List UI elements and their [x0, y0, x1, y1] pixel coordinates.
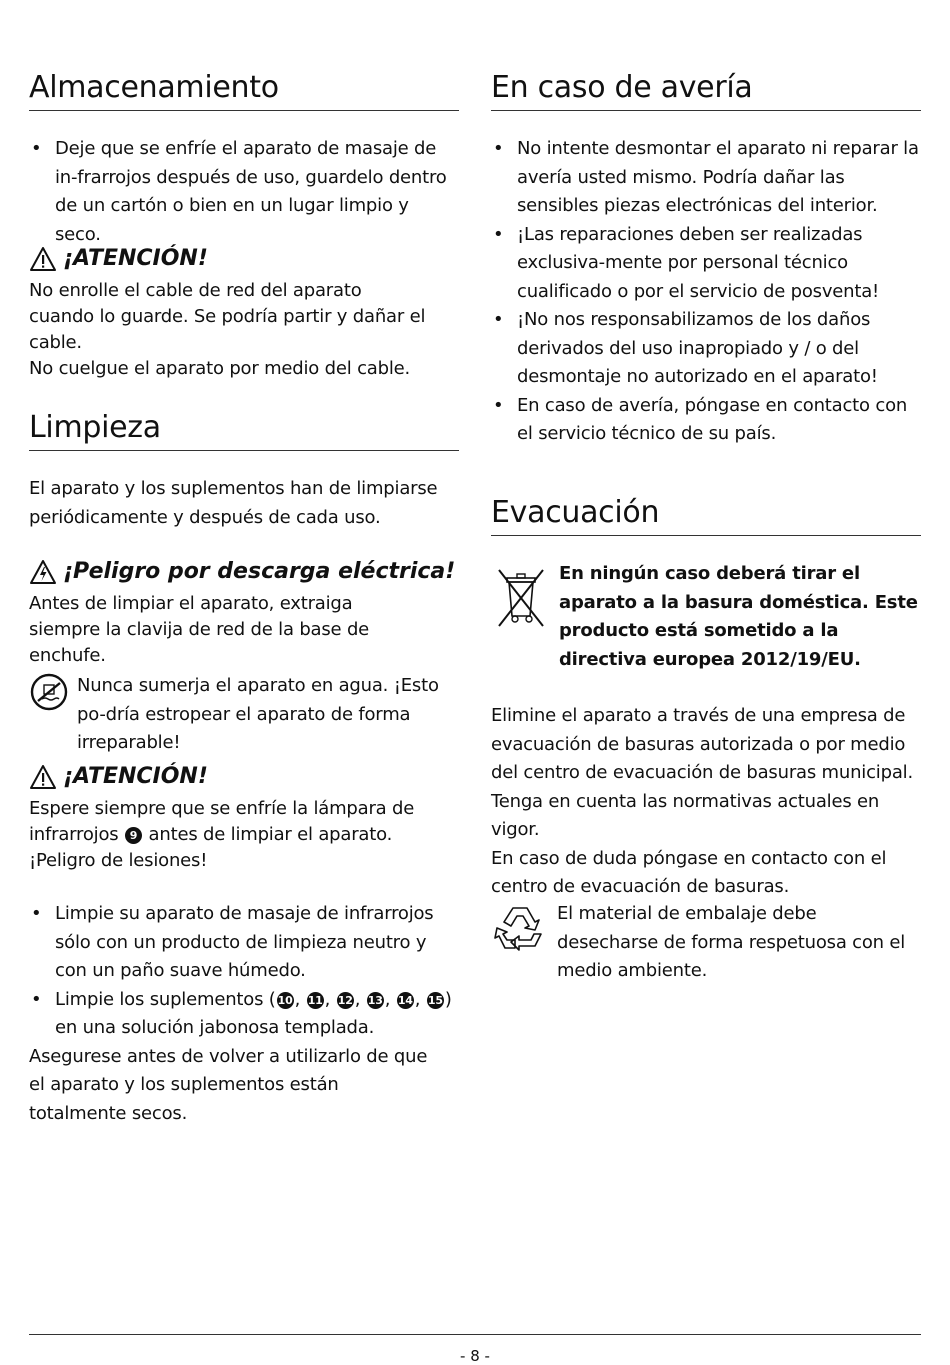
- cleaning-heading: Limpieza: [29, 410, 459, 451]
- shock-warning-text: Antes de limpiar el aparato, extraiga siempre la clavija de red de la base de enchufe.: [29, 593, 370, 666]
- lamp-warning-line: ¡Peligro de lesiones!: [29, 850, 208, 871]
- recycle-text: El material de embalaje debe desecharse de forma respetuosa con el medio ambiente.: [557, 903, 906, 981]
- cleaning-intro-text: El aparato y los suplementos han de limpiarse periódicamente y después de cada uso.: [29, 478, 438, 528]
- disposal-heading: Evacuación: [491, 495, 921, 536]
- shock-warning-title: ¡Peligro por descarga eléctrica!: [63, 559, 456, 584]
- fault-bullet: • No intente desmontar el aparato ni reparar la avería usted mismo. Podría dañar las sensibles piezas electrónicas del interior.: [491, 135, 921, 221]
- part-number-badge: 12: [337, 993, 353, 1007]
- cleaning-final-note: Asegurese antes de volver a utilizarlo de que el aparato y los suplementos están totalmente secos.: [29, 1045, 428, 1124]
- footer-rule: [29, 1334, 921, 1335]
- lamp-warning: [29, 762, 459, 874]
- storage-list: [29, 135, 459, 249]
- fault-heading: En caso de avería: [491, 70, 921, 111]
- fault-bullet: • ¡Las reparaciones deben ser realizadas exclusiva-mente por personal técnico cualificado o por el servicio de posventa!: [491, 221, 921, 307]
- part-number-badge: 9: [125, 827, 142, 844]
- lamp-warning-title: ¡ATENCIÓN!: [63, 764, 208, 789]
- storage-warning-line: No cuelgue el aparato por medio del cable.: [29, 358, 411, 379]
- storage-heading: Almacenamiento: [29, 70, 459, 111]
- fault-bullet: • En caso de avería, póngase en contacto con el servicio técnico de su país.: [491, 392, 921, 449]
- no-water-icon: [29, 672, 69, 712]
- recycle-icon: [491, 900, 549, 958]
- water-warning: [29, 672, 459, 758]
- fault-list: [491, 135, 921, 449]
- part-number-badge: 15: [427, 993, 443, 1007]
- weee-notice: [491, 560, 921, 674]
- cleaning-bullet: • Limpie los suplementos ( 10 , 11 , 12 , 13 , 14 , 15 ) en una solución jabonosa templada.: [29, 986, 459, 1043]
- part-number-badge: 13: [367, 993, 383, 1007]
- cleaning-list: [29, 900, 459, 1128]
- disposal-line: En caso de duda póngase en contacto con el centro de evacuación de basuras.: [491, 847, 887, 897]
- part-number-badge: 14: [397, 993, 413, 1007]
- warning-triangle-icon: [29, 764, 57, 790]
- storage-warning-line: No enrolle el cable de red del aparato cuando lo guarde. Se podría partir y dañar el cable.: [29, 280, 426, 353]
- disposal-line: Elimine el aparato a través de una empresa de evacuación de basuras autorizada o por medio del centro de evacuación de basuras municipal.: [491, 705, 913, 783]
- electric-warning-icon: [29, 559, 57, 585]
- disposal-body: [491, 702, 921, 902]
- page-number: - 8 -: [460, 1347, 490, 1365]
- fault-bullet: • ¡No nos responsabilizamos de los daños derivados del uso inapropiado y / o del desmontaje no autorizado en el aparato!: [491, 306, 921, 392]
- cleaning-bullet: • Limpie su aparato de masaje de infrarrojos sólo con un producto de limpieza neutro y con un paño suave húmedo.: [29, 900, 459, 986]
- cleaning-intro: [29, 475, 439, 532]
- lamp-warning-text: Espere siempre que se enfríe la lámpara de infrarrojos 9 antes de limpiar el aparato.: [29, 798, 415, 845]
- disposal-line: Tenga en cuenta las normativas actuales en vigor.: [491, 790, 880, 840]
- shock-warning: [29, 557, 459, 669]
- warning-triangle-icon: [29, 246, 57, 272]
- storage-warning: [29, 244, 459, 382]
- crossed-bin-icon: [491, 560, 551, 630]
- storage-warning-title: ¡ATENCIÓN!: [63, 246, 208, 271]
- part-number-badge: 10: [277, 993, 293, 1007]
- water-warning-text: Nunca sumerja el aparato en agua. ¡Esto po-dría estropear el aparato de forma irreparable!: [77, 675, 439, 753]
- weee-text: En ningún caso deberá tirar el aparato a la basura doméstica. Este producto está sometido a la directiva europea 2012/19/EU.: [559, 563, 918, 670]
- part-number-badge: 11: [307, 993, 323, 1007]
- recycle-notice: [491, 900, 921, 986]
- storage-bullet: • Deje que se enfríe el aparato de masaje de in-frarrojos después de uso, guardelo dentro de un cartón o bien en un lugar limpio y seco.: [29, 135, 459, 249]
